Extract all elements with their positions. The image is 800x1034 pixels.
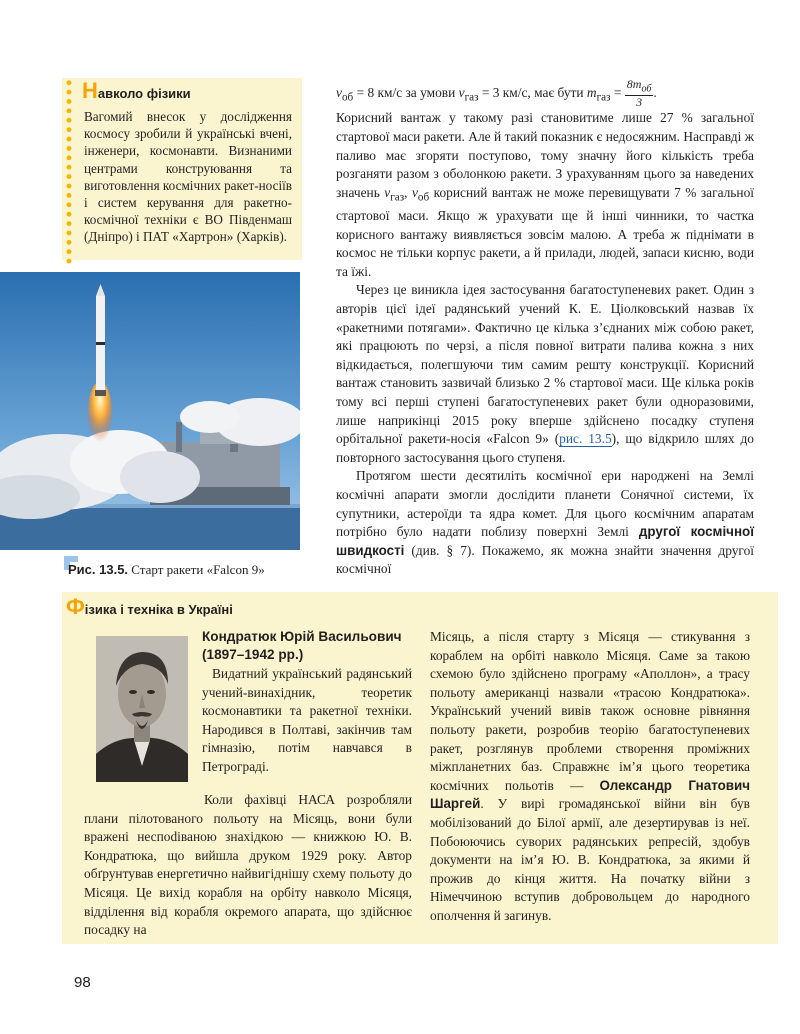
symbol-v: v: [411, 184, 418, 200]
title-rest: авколо фізики: [97, 86, 191, 101]
real-name: Олександр Гнатович Шаргей: [430, 777, 751, 812]
side-box-text: Вагомий внесок у дослідження космосу зробили й українські вчені, інженери, космонавти. Визнаними центрами конструювання та виготовлення космічних ракет-носіїв і систем керування для ракетно-космічної техніки є ВО Південмаш (Дніпро) і ПАТ «Хартрон» (Харків).: [84, 109, 293, 245]
formula-text-1: = 8 км/с за умови: [353, 84, 459, 100]
symbol-v: v: [384, 184, 391, 200]
title-initial: Н: [82, 78, 98, 103]
paragraph-2: [336, 281, 754, 467]
subscript-gaz: газ: [390, 191, 405, 204]
symbol-v: v: [336, 84, 342, 100]
paragraph-1-rest: корисний вантаж не може перевищувати 7 % загальної стартової маси. Якщо ж урахувати ще й інші чинники, то частка корисного вантажу виявляється зовсім малою. А треба ж піднімати в космос не тільки корпус ракети, а й прилади, людей, запаси кисню, води та їжі.: [336, 184, 754, 279]
fraction-numerator: [625, 78, 654, 96]
kondratyuk-portrait: [96, 636, 188, 782]
dotted-border: [64, 78, 74, 266]
formula-end: .: [653, 84, 657, 100]
subscript-ob: об: [417, 191, 430, 204]
numerator-subscript: об: [641, 83, 652, 95]
paragraph-2-text: Через це виникла ідея застосування багатоступеневих ракет. Один з авторів цієї ідеї радянський учений К. Е. Ціолковський назвав їх «ракетними потягами». Фактично це кілька з’єднаних між собою ракет, які працюють по черзі, а після повної витрати палива кожна з них відкидається, полегшуючи тим самим решту конструкції. Корисний вантаж становить зазвичай близько 2 % стартової маси. Ще кілька років тому всі перші ступені багатоступеневих ракет були одноразовими, лише наприкінці 2015 року вперше здійснено посадку ступеня орбітальної ракети-носія «Falcon 9» (: [336, 282, 754, 447]
page-number: 98: [74, 974, 91, 991]
fraction: [625, 77, 657, 110]
paragraph-3-end: (див. § 7). Покажемо, як можна знайти значення другої космічної: [336, 542, 754, 577]
side-box-title: [82, 78, 191, 103]
paragraph-2-end: ), що відкрило шлях до повторного застосування цього ступеня.: [336, 431, 754, 465]
symbol-m: m: [586, 84, 597, 100]
fraction-denominator: 3: [636, 95, 643, 110]
paragraph-1-text: Корисний вантаж у такому разі становитиме лише 27 % загальної стартової маси ракети. Але й такий показник є недосяжним. Насправді ж паливо має згоряти поступово, тому значну його кількість треба розганяти разом з оболонкою ракети. З урахуванням цього за наведених значень: [336, 110, 754, 200]
title-initial: Ф: [66, 594, 85, 619]
subscript-ob: об: [341, 91, 354, 104]
bio-right-end: . У вирі громадянської війни він був мобілізований до Білої армії, але дезертирував із неї. Побоюючись суворих радянських репресій, здобув документи на ім’я Ю. В. Кондратюка, за якими й прожив до кінця життя. На початку війни з Німеччиною вступив добровольцем до народного ополчення й загинув.: [430, 796, 750, 923]
bio-right-text: Місяць, а після старту з Місяця — стикування з кораблем на орбіті навколо Місяця. Саме за такою схемою було здійснено програму «Аполлон», а трасу польоту американці назвали «трасою Кондратюка». Український учений вивів також основне рівняння польоту ракети, розробив теорію багатоступеневих ракет, розглянув проблеми створення проміжних міжпланетних баз. Справжнє ім’я цього теоретика космічних польотів —: [430, 629, 750, 793]
scientist-name: Кондратюк Юрій Васильович (1897–1942 рр.): [202, 629, 402, 662]
formula-text-2: = 3 км/с, має бути: [478, 84, 587, 100]
main-text-column: [336, 78, 754, 579]
symbol-v: v: [458, 84, 465, 100]
paragraph-1: [336, 109, 754, 281]
key-term: другої космічної швидкості: [336, 524, 754, 558]
subscript-gaz: газ: [464, 91, 479, 104]
title-rest: ізика і техніка в Україні: [84, 602, 233, 617]
bottom-box-title: [66, 594, 233, 619]
bio-continued: [430, 628, 750, 926]
comma: ,: [404, 184, 412, 200]
figure-label: Рис. 13.5.: [68, 562, 129, 577]
paragraph-3: [336, 467, 754, 579]
formula-line: $v_{об} = 8$ км/с за умови $v_{газ} = 3$ км/с, має бути $m_{газ}$ = $\frac{8m_{об}}{3}$ .: [336, 77, 657, 110]
bio-nasa: Коли фахівці НАСА розробляли плани пілотованого польоту на Місяць, вони були вражені неспodіваною знахідкою — книжкою Ю. В. Кондратюка, що вийшла друком 1929 року. Автор обґрунтував енергетично найвигіднішу схему польоту до Місяця. Це вихід корабля на орбіту навколо Місяця, відділення від корабля окремого апарата, що здійснює посадку на: [84, 792, 412, 938]
figure-caption: [68, 562, 265, 578]
subscript-gaz: газ: [596, 91, 611, 104]
bio-intro: Видатний український радянський учений-винахідник, теоретик космонавтики та ракетної техніки. Народився в Полтаві, закінчив там гімназію, потім навчався в Петрограді.: [202, 666, 412, 774]
paragraph-3-text: Протягом шести десятиліть космічної ери народжені на Землі космічні апарати змогли дослідити планети Сонячної системи, їх супутники, астероїди та ядра комет. Для цього космічним апаратам потрібно було надати поблизу поверхні Землі: [336, 468, 754, 540]
rocket-launch-image: [0, 272, 300, 550]
numerator-text: 8m: [626, 77, 642, 91]
figure-link[interactable]: рис. 13.5: [559, 431, 612, 447]
figure-caption-text: Старт ракети «Falcon 9»: [131, 562, 265, 577]
